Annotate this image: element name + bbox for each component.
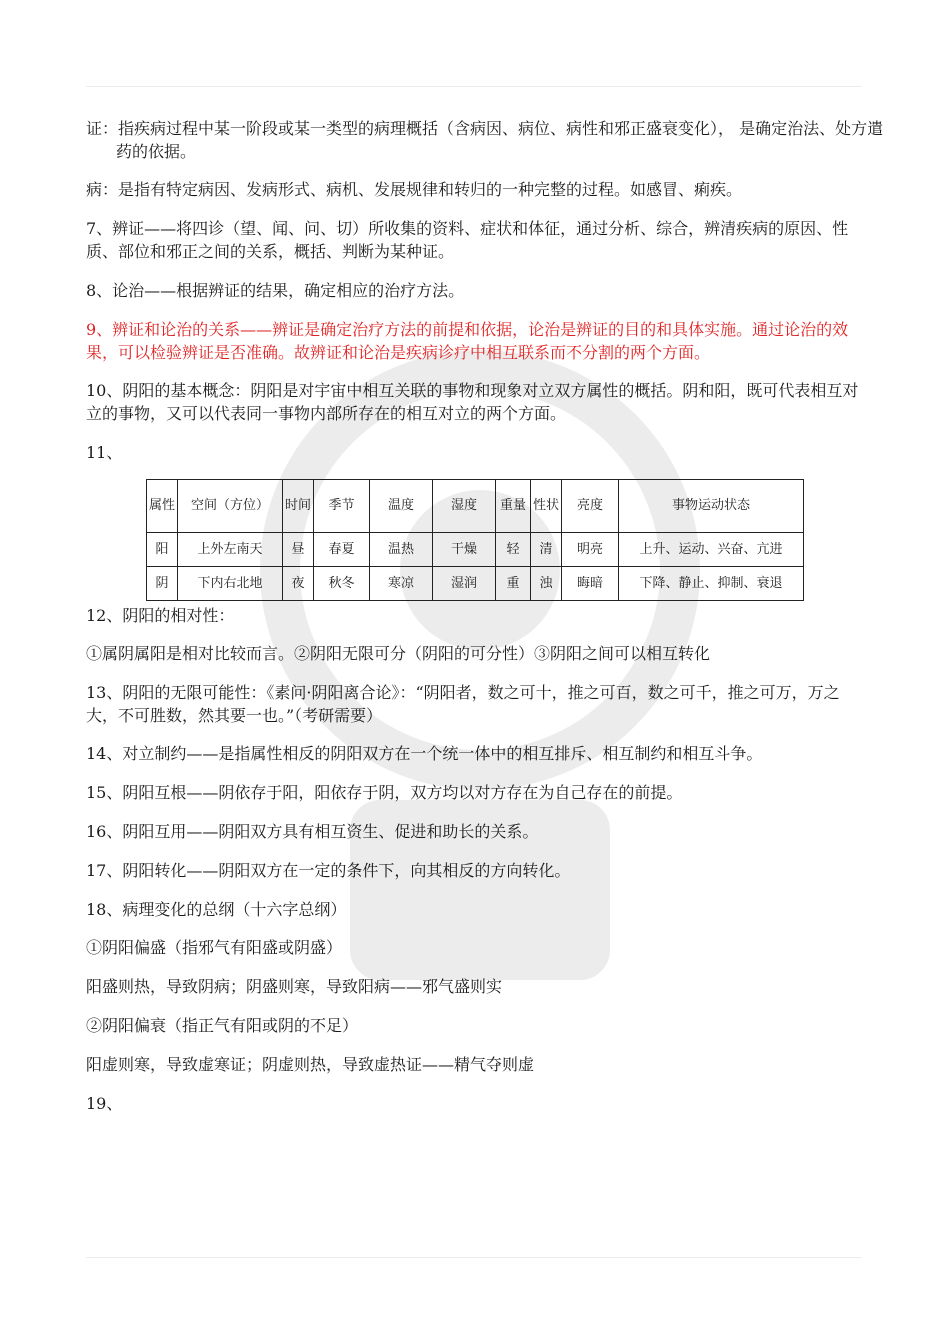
table-cell: 温热: [370, 533, 433, 567]
item-7: 7、辨证——将四诊（望、闻、问、切）所收集的资料、症状和体征，通过分析、综合，辨清疾病的原因、性质、部位和邪正之间的关系，概括、判断为某种证。: [86, 219, 849, 261]
table-cell: 上外左南天: [178, 533, 283, 567]
table-cell: 重: [496, 567, 531, 601]
item-12: 12、阴阳的相对性：: [86, 606, 235, 625]
page-bottom-rule: [86, 1257, 862, 1258]
header-cell: 空间（方位）: [178, 480, 283, 533]
item-19: 19、: [86, 1094, 123, 1113]
header-cell: 湿度: [433, 480, 496, 533]
table-cell: 干燥: [433, 533, 496, 567]
definition-bing: 病：是指有特定病因、发病形式、病机、发展规律和转归的一种完整的过程。如感冒、痢疾。: [86, 180, 743, 199]
table-cell: 下内右北地: [178, 567, 283, 601]
item-18-b-detail: 阳虚则寒，导致虚寒证；阴虚则热，导致虚热证——精气夺则虚: [86, 1055, 535, 1074]
table-cell: 昼: [283, 533, 314, 567]
table-row-yang: [147, 533, 804, 567]
definition-zheng: 证：指疾病过程中某一阶段或某一类型的病理概括（含病因、病位、病性和邪正盛衰变化）， 是确定治法、处方遣药的依据。: [86, 119, 884, 161]
table-cell: 上升、运动、兴奋、亢进: [619, 533, 804, 567]
item-11: 11、: [86, 443, 123, 462]
table-cell: 轻: [496, 533, 531, 567]
table-cell: 阳: [147, 533, 178, 567]
item-15: 15、阴阳互根——阴依存于阳，阳依存于阴，双方均以对方存在为自己存在的前提。: [86, 783, 683, 802]
header-cell: 时间: [283, 480, 314, 533]
item-18-a: ①阴阳偏盛（指邪气有阳盛或阴盛）: [86, 938, 343, 957]
table-cell: 清: [531, 533, 562, 567]
item-17: 17、阴阳转化——阴阳双方在一定的条件下，向其相反的方向转化。: [86, 861, 571, 880]
header-cell: 属性: [147, 480, 178, 533]
item-13: 13、阴阳的无限可能性：《素问·阴阳离合论》：“阴阳者，数之可十，推之可百，数之可千，推之可万，万之大，不可胜数，然其要一也。”（考研需要）: [86, 683, 840, 725]
header-cell: 季节: [314, 480, 370, 533]
item-12-detail: ①属阴属阳是相对比较而言。②阴阳无限可分（阴阳的可分性）③阴阳之间可以相互转化: [86, 644, 711, 663]
item-8: 8、论治——根据辨证的结果，确定相应的治疗方法。: [86, 281, 465, 300]
header-cell: 事物运动状态: [619, 480, 804, 533]
item-18-a-detail: 阳盛则热，导致阴病；阴盛则寒，导致阳病——邪气盛则实: [86, 977, 503, 996]
item-16: 16、阴阳互用——阴阳双方具有相互资生、促进和助长的关系。: [86, 822, 539, 841]
page-top-rule: [86, 86, 862, 87]
header-cell: 亮度: [562, 480, 619, 533]
header-cell: 性状: [531, 480, 562, 533]
table-cell: 下降、静止、抑制、衰退: [619, 567, 804, 601]
item-14: 14、对立制约——是指属性相反的阴阳双方在一个统一体中的相互排斥、相互制约和相互斗争。: [86, 744, 763, 763]
table-cell: 寒凉: [370, 567, 433, 601]
table-cell: 春夏: [314, 533, 370, 567]
table-row-yin: [147, 567, 804, 601]
item-9-highlight: 9、辨证和论治的关系——辨证是确定治疗方法的前提和依据，论治是辨证的目的和具体实施。通过论治的效果，可以检验辨证是否准确。故辨证和论治是疾病诊疗中相互联系而不分割的两个方面。: [86, 320, 849, 362]
header-cell: 温度: [370, 480, 433, 533]
table-cell: 阴: [147, 567, 178, 601]
yinyang-table: [146, 479, 804, 601]
table-cell: 明亮: [562, 533, 619, 567]
table-cell: 夜: [283, 567, 314, 601]
table-header-row: [147, 480, 804, 533]
item-18: 18、病理变化的总纲（十六字总纲）: [86, 900, 347, 919]
header-cell: 重量: [496, 480, 531, 533]
table-cell: 秋冬: [314, 567, 370, 601]
item-18-b: ②阴阳偏衰（指正气有阳或阴的不足）: [86, 1016, 359, 1035]
table-cell: 湿润: [433, 567, 496, 601]
item-10: 10、阴阳的基本概念：阴阳是对宇宙中相互关联的事物和现象对立双方属性的概括。阴和阳，既可代表相互对立的事物，又可以代表同一事物内部所存在的相互对立的两个方面。: [86, 381, 859, 423]
table-cell: 晦暗: [562, 567, 619, 601]
table-cell: 浊: [531, 567, 562, 601]
